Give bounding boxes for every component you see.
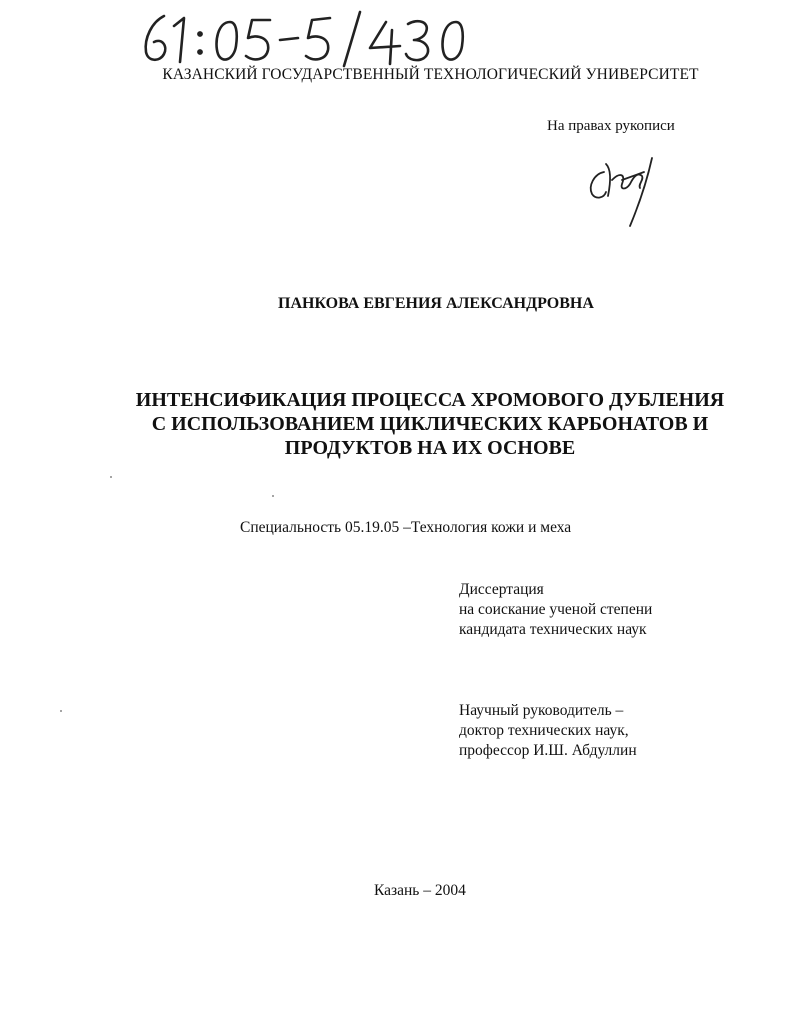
scan-speck (110, 476, 112, 478)
university-name-text: КАЗАНСКИЙ ГОСУДАРСТВЕННЫЙ ТЕХНОЛОГИЧЕСКИЙ УНИВЕРСИТЕТ (162, 66, 699, 83)
thesis-title-line: ПРОДУКТОВ НА ИХ ОСНОВЕ (284, 437, 576, 459)
advisor-line: доктор технических наук, (459, 722, 629, 739)
university-name (0, 66, 791, 84)
manuscript-rights-note: На правах рукописи (547, 118, 675, 134)
advisor-line: профессор И.Ш. Абдуллин (459, 742, 637, 759)
degree-line: на соискание ученой степени (459, 601, 653, 618)
thesis-title-line: С ИСПОЛЬЗОВАНИЕМ ЦИКЛИЧЕСКИХ КАРБОНАТОВ И (151, 413, 709, 435)
degree-line: Диссертация (459, 581, 544, 598)
advisor-line: Научный руководитель – (459, 702, 624, 719)
scientific-advisor (459, 701, 637, 761)
degree-line: кандидата технических наук (459, 621, 647, 638)
catalog-number-handwritten (138, 8, 468, 68)
thesis-title (100, 388, 760, 460)
specialty-line: Специальность 05.19.05 –Технология кожи и меха (240, 519, 572, 536)
thesis-title-line: ИНТЕНСИФИКАЦИЯ ПРОЦЕССА ХРОМОВОГО ДУБЛЕНИЯ (135, 389, 725, 411)
scan-speck (60, 710, 62, 712)
degree-info (459, 580, 652, 640)
scan-speck (272, 495, 274, 497)
handwritten-signature (582, 150, 662, 230)
city-and-year: Казань – 2004 (374, 882, 466, 899)
author-name: ПАНКОВА ЕВГЕНИЯ АЛЕКСАНДРОВНА (278, 295, 594, 312)
